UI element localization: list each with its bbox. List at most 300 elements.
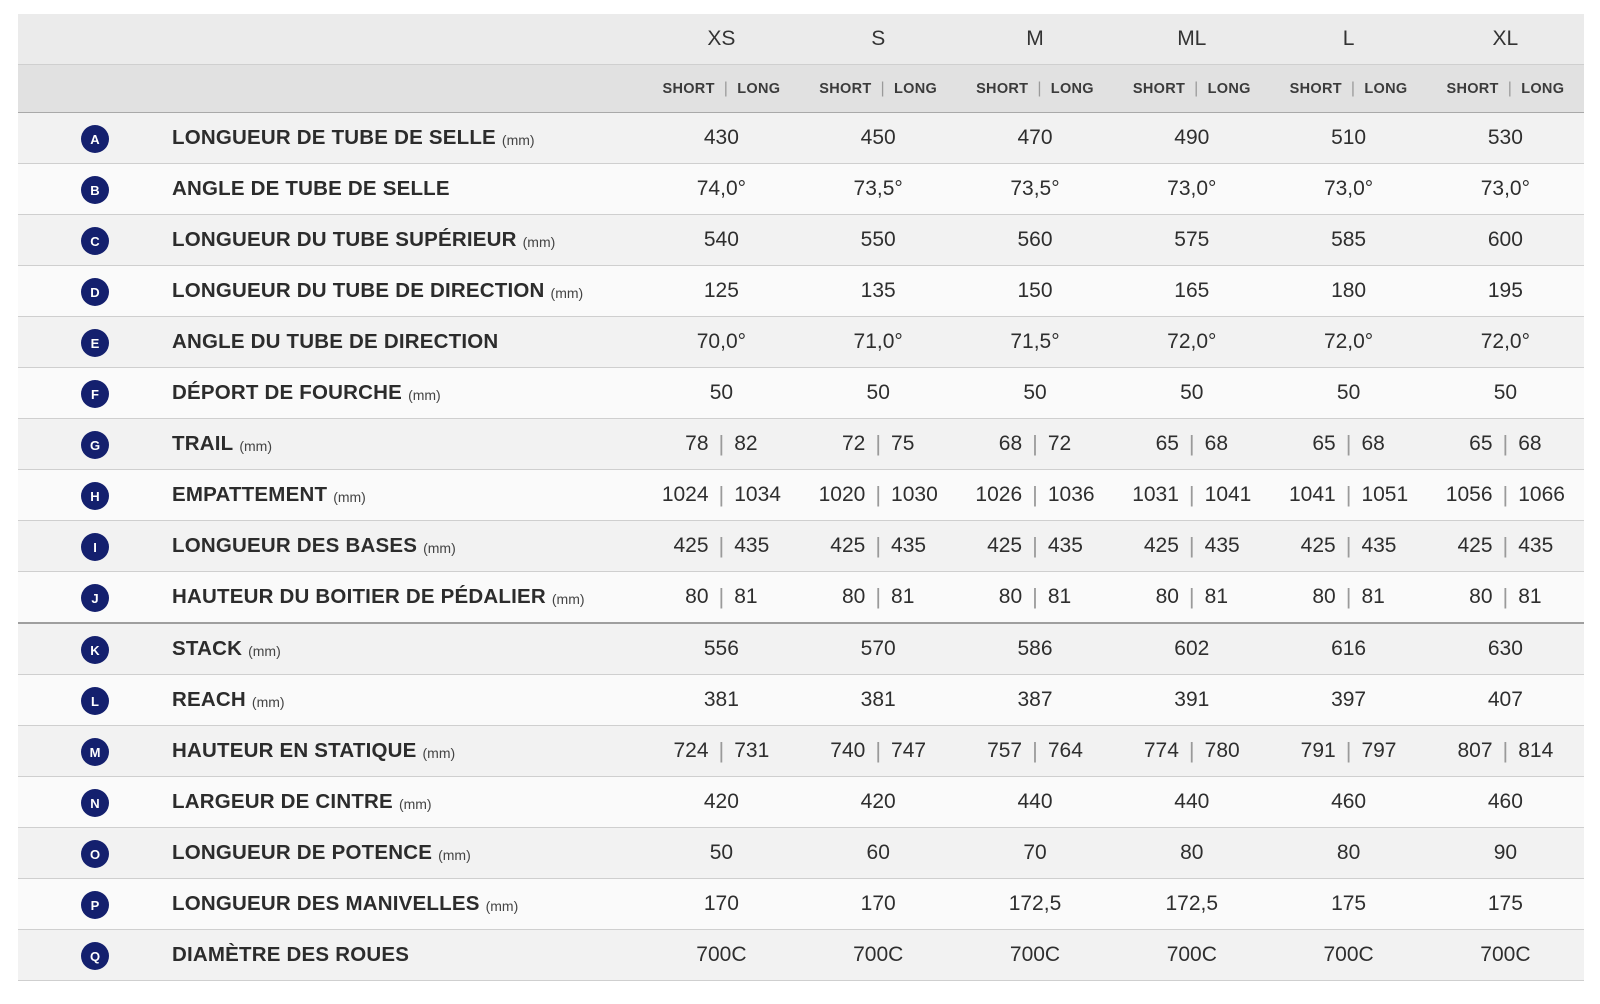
value-cell	[957, 675, 1114, 725]
short-long-pair	[1427, 584, 1584, 610]
short-long-pair	[1427, 431, 1584, 457]
single-value: 700C	[696, 943, 747, 966]
single-value: 50	[1336, 381, 1361, 404]
parameter-unit: (mm)	[522, 234, 556, 250]
value-cell	[800, 215, 957, 265]
short-value: 1024	[661, 483, 709, 506]
parameter-name: LONGUEUR DE POTENCE	[172, 841, 433, 864]
value-cell	[1270, 266, 1427, 316]
single-value: 72,0°	[1323, 330, 1374, 353]
short-value: 80	[998, 585, 1023, 608]
long-value: 814	[1518, 739, 1554, 762]
single-value: 71,5°	[1010, 330, 1060, 353]
parameter-name: LONGUEUR DES MANIVELLES	[172, 892, 480, 915]
variant-short-label: SHORT	[662, 80, 715, 97]
short-long-pair	[800, 431, 957, 457]
short-long-pair	[957, 738, 1114, 764]
long-value: 435	[734, 534, 770, 557]
row-label-cell	[18, 521, 643, 571]
long-value: 81	[1047, 585, 1072, 608]
long-value: 72	[1047, 432, 1072, 455]
short-value: 80	[1312, 585, 1336, 608]
value-cell	[643, 164, 800, 214]
value-cell	[1427, 879, 1584, 929]
short-value: 68	[998, 432, 1023, 455]
variant-separator: |	[1194, 79, 1199, 97]
parameter-unit: (mm)	[438, 847, 471, 863]
row-label-cell	[18, 164, 643, 214]
variant-column-header	[800, 65, 957, 112]
value-cell	[957, 470, 1114, 520]
short-value: 1031	[1132, 483, 1179, 506]
row-label-cell	[18, 470, 643, 520]
row-letter-badge: E	[81, 329, 109, 357]
value-cell	[643, 521, 800, 571]
single-value: 172,5	[1008, 892, 1062, 915]
long-value: 1041	[1204, 483, 1252, 506]
parameter-name: LONGUEUR DU TUBE DE DIRECTION	[172, 279, 545, 302]
short-long-pair	[800, 738, 957, 764]
parameter-label	[172, 930, 409, 980]
table-row	[18, 726, 1584, 777]
variant-column-header	[643, 65, 800, 112]
value-separator: |	[1345, 738, 1352, 763]
short-value: 80	[1155, 585, 1179, 608]
single-value: 585	[1331, 228, 1367, 251]
row-label-cell	[18, 215, 643, 265]
geometry-table	[18, 14, 1584, 981]
parameter-name: LARGEUR DE CINTRE	[172, 790, 393, 813]
value-cell	[1270, 164, 1427, 214]
parameter-label	[172, 572, 585, 622]
value-cell	[1113, 113, 1270, 163]
long-value: 81	[891, 585, 915, 608]
parameter-unit: (mm)	[485, 898, 519, 914]
parameter-label	[172, 113, 535, 163]
single-value: 450	[860, 126, 896, 149]
value-cell	[1270, 215, 1427, 265]
value-separator: |	[1188, 431, 1195, 456]
row-letter-badge: H	[81, 482, 109, 510]
value-cell	[957, 368, 1114, 418]
parameter-unit: (mm)	[333, 489, 366, 505]
header-spacer	[18, 65, 643, 112]
value-cell	[1113, 419, 1270, 469]
value-separator: |	[1188, 738, 1195, 763]
row-label-cell	[18, 828, 643, 878]
single-value: 72,0°	[1167, 330, 1217, 353]
single-value: 600	[1487, 228, 1523, 251]
single-value: 460	[1487, 790, 1523, 813]
short-long-pair	[957, 431, 1114, 457]
value-cell	[800, 930, 957, 980]
parameter-name: DÉPORT DE FOURCHE	[172, 381, 403, 404]
size-column-header	[1113, 14, 1270, 64]
size-header-row	[18, 14, 1584, 65]
single-value: 397	[1331, 688, 1367, 711]
single-value: 510	[1331, 126, 1367, 149]
table-row	[18, 777, 1584, 828]
value-separator: |	[875, 533, 882, 558]
value-separator: |	[875, 584, 882, 609]
parameter-unit: (mm)	[239, 438, 273, 454]
short-value: 425	[673, 534, 709, 557]
parameter-unit: (mm)	[550, 285, 584, 301]
value-cell	[1427, 930, 1584, 980]
parameter-label	[172, 470, 366, 520]
short-long-pair	[1270, 584, 1427, 610]
table-row	[18, 419, 1584, 470]
value-cell	[800, 572, 957, 622]
row-label-cell	[18, 317, 643, 367]
short-value: 425	[1457, 534, 1493, 557]
value-separator: |	[1502, 533, 1509, 558]
long-value: 731	[734, 739, 770, 762]
row-letter-badge: B	[81, 176, 109, 204]
value-cell	[643, 215, 800, 265]
value-separator: |	[1188, 533, 1195, 558]
parameter-label	[172, 521, 456, 571]
row-letter-badge: D	[81, 278, 109, 306]
long-value: 435	[1518, 534, 1554, 557]
parameter-label	[172, 726, 455, 776]
value-cell	[800, 726, 957, 776]
single-value: 172,5	[1165, 892, 1219, 915]
variant-short-label: SHORT	[1446, 80, 1499, 97]
long-value: 82	[734, 432, 758, 455]
variant-pair	[976, 80, 1094, 98]
short-value: 1041	[1289, 483, 1336, 506]
value-cell	[800, 675, 957, 725]
value-cell	[800, 419, 957, 469]
value-cell	[1427, 113, 1584, 163]
short-long-pair	[1113, 482, 1270, 508]
long-value: 435	[891, 534, 927, 557]
single-value: 700C	[1480, 943, 1531, 966]
value-cell	[957, 164, 1114, 214]
parameter-label	[172, 266, 583, 316]
single-value: 73,0°	[1480, 177, 1531, 200]
short-value: 80	[685, 585, 709, 608]
parameter-label	[172, 777, 432, 827]
single-value: 60	[866, 841, 890, 864]
value-cell	[800, 521, 957, 571]
parameter-label	[172, 368, 441, 418]
value-separator: |	[718, 533, 725, 558]
parameter-name: EMPATTEMENT	[172, 483, 328, 506]
short-long-pair	[643, 482, 800, 508]
single-value: 381	[703, 688, 739, 711]
long-value: 81	[1204, 585, 1228, 608]
value-cell	[1113, 368, 1270, 418]
single-value: 50	[1180, 381, 1204, 404]
value-separator: |	[718, 738, 725, 763]
value-separator: |	[1032, 584, 1038, 609]
row-letter-badge: N	[81, 789, 109, 817]
short-value: 1020	[818, 483, 866, 506]
parameter-name: REACH	[172, 688, 246, 711]
row-letter-badge: P	[81, 891, 109, 919]
value-cell	[800, 879, 957, 929]
parameter-name: ANGLE DU TUBE DE DIRECTION	[172, 330, 499, 353]
value-cell	[1270, 368, 1427, 418]
short-value: 80	[1469, 585, 1493, 608]
single-value: 570	[860, 637, 896, 660]
row-letter-badge: M	[81, 738, 109, 766]
value-cell	[1427, 164, 1584, 214]
long-value: 68	[1361, 432, 1385, 455]
value-cell	[800, 368, 957, 418]
short-long-pair	[1270, 533, 1427, 559]
value-cell	[1113, 879, 1270, 929]
value-cell	[643, 879, 800, 929]
value-separator: |	[1345, 482, 1352, 507]
table-row	[18, 164, 1584, 215]
size-name: S	[871, 27, 886, 50]
single-value: 50	[1493, 381, 1518, 404]
value-separator: |	[1502, 431, 1509, 456]
variant-pair	[1290, 80, 1408, 98]
single-value: 460	[1331, 790, 1367, 813]
parameter-label	[172, 215, 555, 265]
value-cell	[1427, 470, 1584, 520]
value-cell	[1113, 930, 1270, 980]
value-cell	[643, 624, 800, 674]
value-separator: |	[1032, 738, 1038, 763]
value-cell	[957, 828, 1114, 878]
table-row	[18, 624, 1584, 675]
parameter-name: TRAIL	[172, 432, 234, 455]
variant-short-label: SHORT	[1289, 80, 1342, 97]
table-row	[18, 572, 1584, 624]
value-cell	[1113, 828, 1270, 878]
value-cell	[1427, 572, 1584, 622]
single-value: 150	[1017, 279, 1053, 302]
short-long-pair	[643, 533, 800, 559]
value-cell	[1113, 521, 1270, 571]
value-cell	[1113, 215, 1270, 265]
value-cell	[1270, 879, 1427, 929]
single-value: 170	[860, 892, 896, 915]
single-value: 560	[1017, 228, 1053, 251]
parameter-name: HAUTEUR DU BOITIER DE PÉDALIER	[172, 585, 546, 608]
size-column-header	[1270, 14, 1427, 64]
variant-long-label: LONG	[737, 80, 781, 97]
value-cell	[957, 624, 1114, 674]
parameter-label	[172, 624, 281, 674]
long-value: 68	[1518, 432, 1542, 455]
value-cell	[643, 675, 800, 725]
table-row	[18, 317, 1584, 368]
long-value: 780	[1204, 739, 1240, 762]
short-long-pair	[1427, 533, 1584, 559]
parameter-unit: (mm)	[551, 591, 585, 607]
single-value: 391	[1174, 688, 1210, 711]
size-name: M	[1026, 27, 1044, 50]
value-cell	[1270, 777, 1427, 827]
short-long-pair	[1270, 738, 1427, 764]
value-cell	[1113, 317, 1270, 367]
value-cell	[643, 828, 800, 878]
value-cell	[1427, 828, 1584, 878]
value-cell	[957, 215, 1114, 265]
parameter-name: ANGLE DE TUBE DE SELLE	[172, 177, 450, 200]
value-cell	[1270, 521, 1427, 571]
value-separator: |	[718, 482, 725, 507]
size-column-header	[957, 14, 1114, 64]
single-value: 616	[1331, 637, 1367, 660]
long-value: 1066	[1518, 483, 1565, 506]
short-value: 774	[1143, 739, 1179, 762]
value-cell	[643, 266, 800, 316]
value-cell	[1427, 317, 1584, 367]
single-value: 170	[703, 892, 739, 915]
table-row	[18, 215, 1584, 266]
short-long-pair	[800, 584, 957, 610]
table-body	[18, 113, 1584, 981]
single-value: 70,0°	[696, 330, 747, 353]
parameter-unit: (mm)	[501, 132, 535, 148]
long-value: 81	[1518, 585, 1542, 608]
row-label-cell	[18, 879, 643, 929]
value-separator: |	[1188, 584, 1195, 609]
variant-long-label: LONG	[1050, 80, 1094, 97]
single-value: 440	[1017, 790, 1053, 813]
value-cell	[1270, 624, 1427, 674]
single-value: 90	[1493, 841, 1518, 864]
variant-long-label: LONG	[1207, 80, 1251, 97]
parameter-name: DIAMÈTRE DES ROUES	[172, 943, 410, 966]
row-label-cell	[18, 368, 643, 418]
value-cell	[957, 266, 1114, 316]
row-label-cell	[18, 113, 643, 163]
short-long-pair	[1113, 584, 1270, 610]
row-label-cell	[18, 419, 643, 469]
size-column-header	[1427, 14, 1584, 64]
value-separator: |	[1032, 431, 1038, 456]
long-value: 1051	[1361, 483, 1409, 506]
single-value: 71,0°	[853, 330, 903, 353]
variant-pair	[1446, 80, 1564, 98]
value-cell	[1270, 930, 1427, 980]
value-cell	[643, 419, 800, 469]
value-separator: |	[1188, 482, 1195, 507]
row-letter-badge: O	[81, 840, 109, 868]
value-cell	[957, 930, 1114, 980]
long-value: 1036	[1047, 483, 1095, 506]
single-value: 700C	[853, 943, 904, 966]
value-separator: |	[1032, 482, 1038, 507]
variant-separator: |	[1350, 79, 1356, 97]
single-value: 70	[1023, 841, 1047, 864]
value-cell	[957, 572, 1114, 622]
long-value: 68	[1204, 432, 1228, 455]
single-value: 420	[703, 790, 739, 813]
value-cell	[800, 777, 957, 827]
short-long-pair	[957, 584, 1114, 610]
single-value: 700C	[1166, 943, 1217, 966]
row-letter-badge: A	[81, 125, 109, 153]
value-cell	[1427, 419, 1584, 469]
long-value: 435	[1047, 534, 1083, 557]
single-value: 125	[703, 279, 739, 302]
short-value: 65	[1469, 432, 1493, 455]
value-cell	[1270, 317, 1427, 367]
row-label-cell	[18, 726, 643, 776]
value-separator: |	[875, 431, 882, 456]
value-cell	[1113, 266, 1270, 316]
table-row	[18, 828, 1584, 879]
table-row	[18, 470, 1584, 521]
table-row	[18, 113, 1584, 164]
short-value: 425	[1300, 534, 1336, 557]
table-row	[18, 368, 1584, 419]
short-long-pair	[643, 431, 800, 457]
value-separator: |	[718, 431, 725, 456]
parameter-label	[172, 419, 272, 469]
single-value: 550	[860, 228, 896, 251]
table-row	[18, 675, 1584, 726]
value-cell	[1113, 572, 1270, 622]
variant-pair	[1133, 80, 1251, 98]
row-letter-badge: C	[81, 227, 109, 255]
table-row	[18, 930, 1584, 981]
parameter-label	[172, 879, 518, 929]
size-column-header	[643, 14, 800, 64]
row-label-cell	[18, 266, 643, 316]
row-label-cell	[18, 675, 643, 725]
short-value: 791	[1300, 739, 1336, 762]
table-row	[18, 266, 1584, 317]
value-cell	[957, 317, 1114, 367]
value-separator: |	[875, 738, 882, 763]
row-letter-badge: K	[81, 636, 109, 664]
single-value: 50	[1023, 381, 1047, 404]
short-long-pair	[643, 738, 800, 764]
short-value: 757	[987, 739, 1023, 762]
short-value: 65	[1312, 432, 1336, 455]
value-cell	[1113, 675, 1270, 725]
header-spacer	[18, 14, 643, 64]
single-value: 490	[1174, 126, 1210, 149]
variant-pair	[819, 80, 937, 98]
value-cell	[1427, 521, 1584, 571]
variant-separator: |	[1037, 79, 1042, 97]
short-long-pair	[957, 482, 1114, 508]
value-cell	[957, 113, 1114, 163]
short-value: 65	[1155, 432, 1179, 455]
value-cell	[643, 930, 800, 980]
value-cell	[643, 470, 800, 520]
parameter-label	[172, 675, 285, 725]
value-separator: |	[1345, 533, 1352, 558]
value-cell	[1113, 164, 1270, 214]
short-long-pair	[800, 482, 957, 508]
value-separator: |	[1502, 584, 1509, 609]
short-value: 425	[830, 534, 866, 557]
long-value: 1034	[734, 483, 781, 506]
value-cell	[1427, 777, 1584, 827]
single-value: 700C	[1009, 943, 1061, 966]
single-value: 387	[1017, 688, 1053, 711]
single-value: 530	[1487, 126, 1523, 149]
variant-long-label: LONG	[894, 80, 938, 97]
long-value: 764	[1047, 739, 1083, 762]
short-long-pair	[1113, 431, 1270, 457]
variant-pair	[662, 80, 780, 98]
single-value: 180	[1331, 279, 1367, 302]
single-value: 50	[709, 381, 734, 404]
